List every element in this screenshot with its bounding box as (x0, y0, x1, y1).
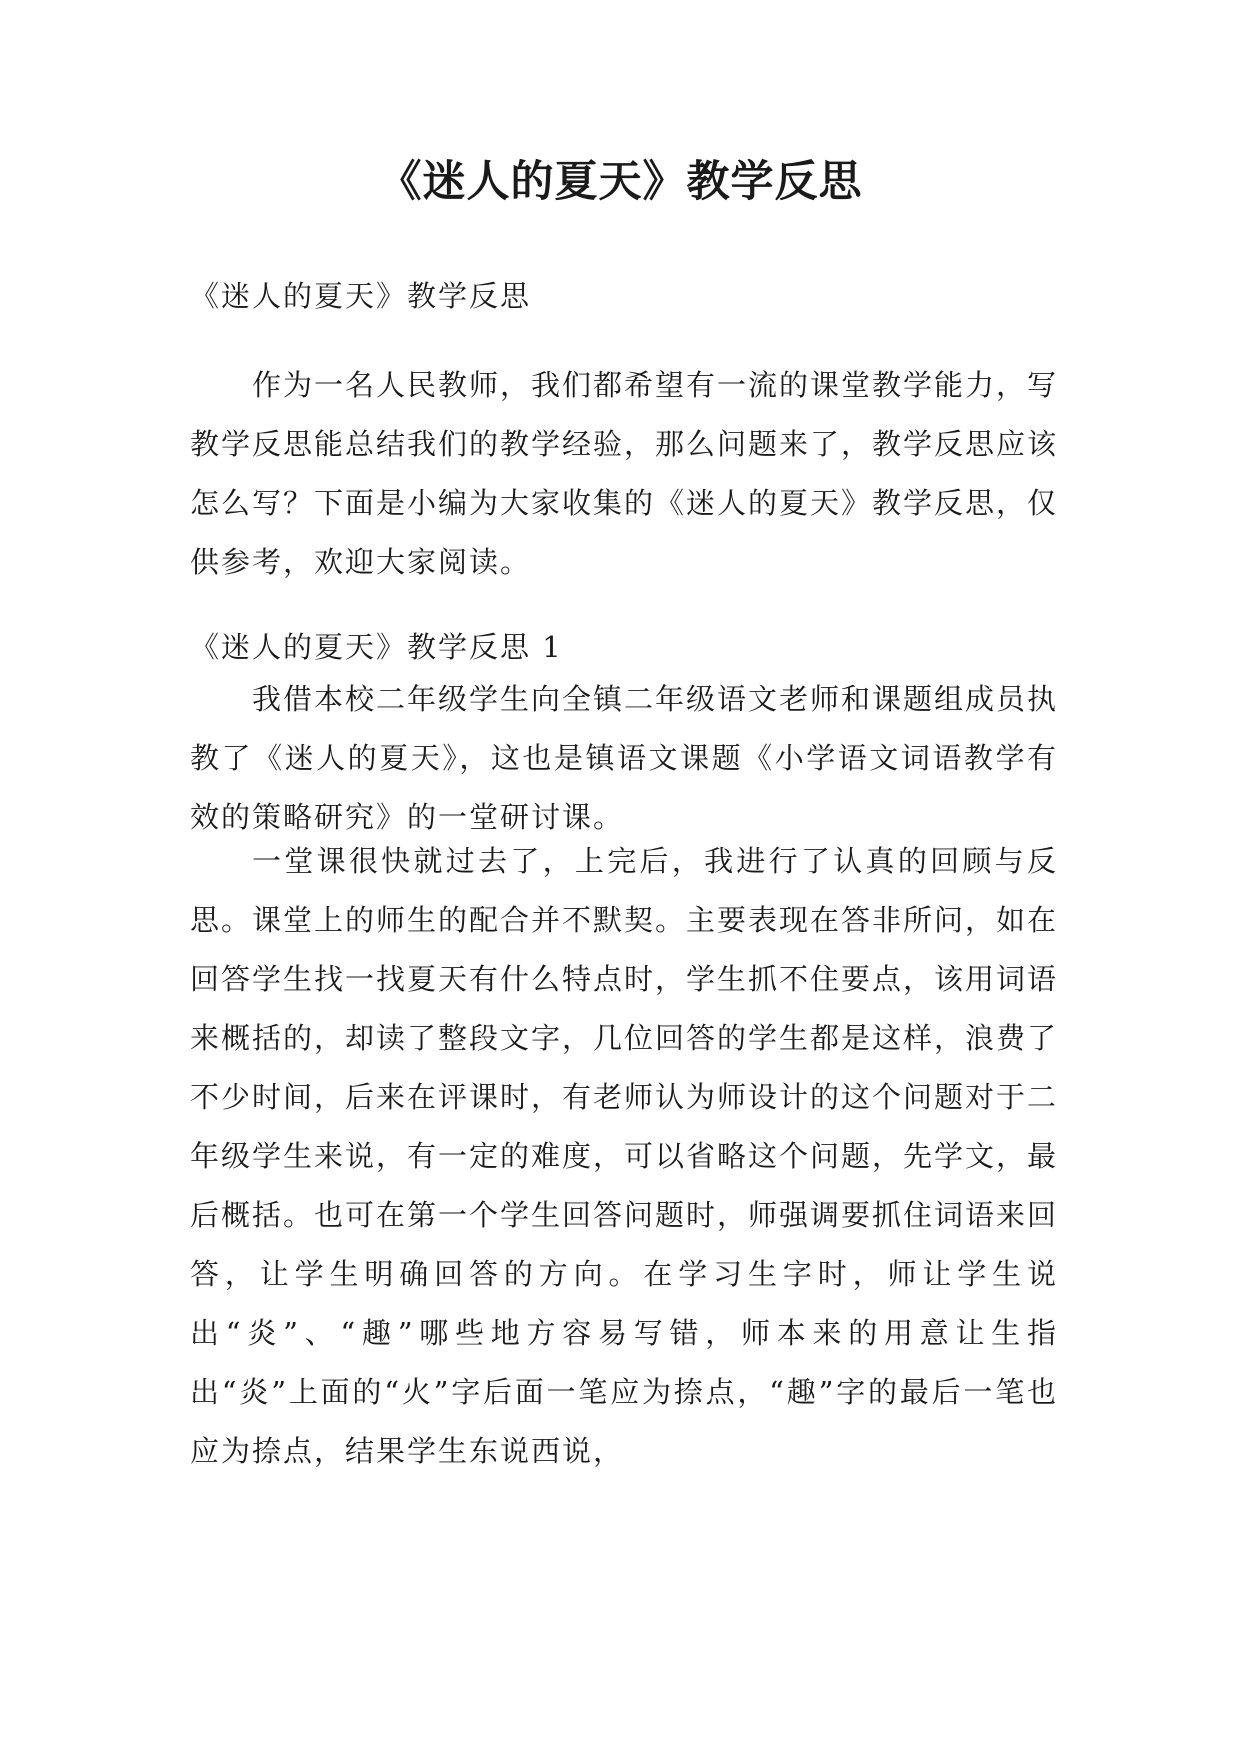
body-paragraph-1: 我借本校二年级学生向全镇二年级语文老师和课题组成员执教了《迷人的夏天》，这也是镇语文课题《小学语文词语教学有效的策略研究》的一堂研讨课。 (190, 682, 1059, 834)
intro-paragraph: 作为一名人民教师，我们都希望有一流的课堂教学能力，写教学反思能总结我们的教学经验，那么问题来了，教学反思应该怎么写？下面是小编为大家收集的《迷人的夏天》教学反思，仅供参考，欢迎大家阅读。 (190, 368, 1059, 579)
body-paragraph-2: 一堂课很快就过去了，上完后，我进行了认真的回顾与反思。课堂上的师生的配合并不默契。主要表现在答非所问，如在回答学生找一找夏天有什么特点时，学生抓不住要点，该用词语来概括的，却读了整段文字，几位回答的学生都是这样，浪费了不少时间，后来在评课时，有老师认为师设计的这个问题对于二年级学生来说，有一定的难度，可以省略这个问题，先学文，最后概括。也可在第一个学生回答问题时，师强调要抓住词语来回答，让学生明确回答的方向。在学习生字时，师让学生说出“炎”、“趣”哪些地方容易写错，师本来的用意让生指出“炎”上面的“火”字后面一笔应为捺点，“趣”字的最后一笔也应为捺点，结果学生东说西说， (190, 844, 1059, 1468)
document-title: 《迷人的夏天》教学反思 (378, 157, 863, 207)
document-subtitle: 《迷人的夏天》教学反思 (190, 279, 532, 313)
section-heading: 《迷人的夏天》教学反思 1 (190, 630, 563, 664)
